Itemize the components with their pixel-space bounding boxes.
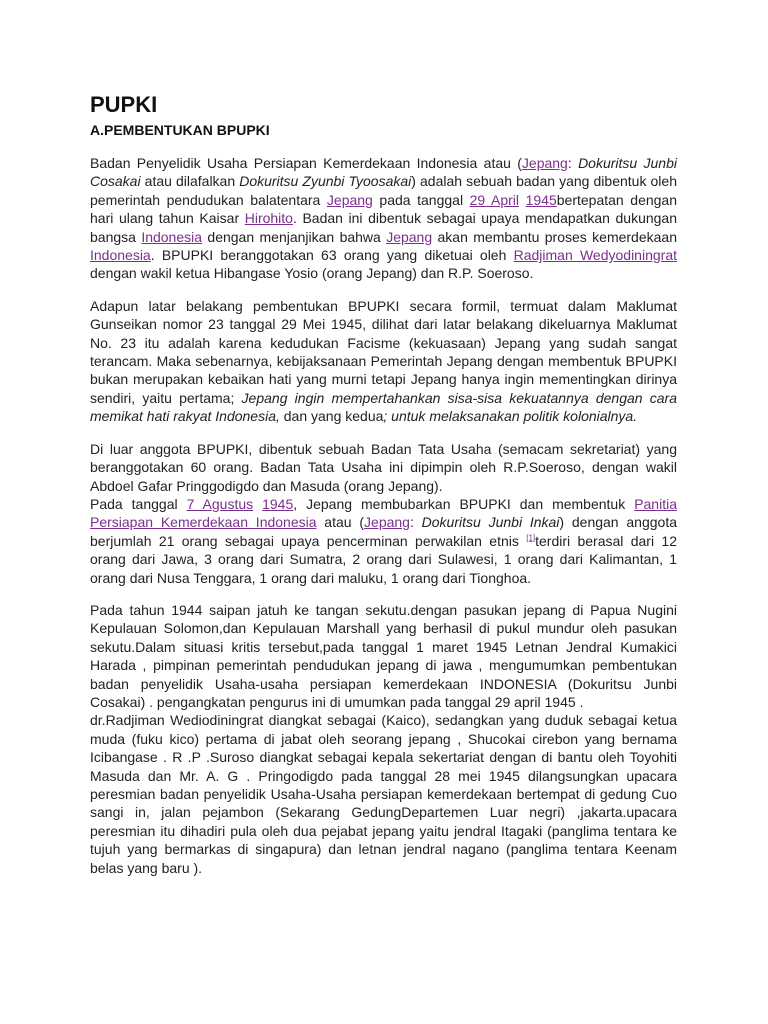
text: Adapun latar belakang pembentukan BPUPKI secara formil, termuat dalam Maklumat Gunseikan nomor 23 tanggal 29 Mei 1945, dilihat dari latar belakang dikeluarnya Maklumat No. 23 itu adalah karena kedudukan Facisme (kekuasaan) Jepang yang sudah sangat terancam. Maka sebenarnya, kebijaksanaan Pemerintah Jepang dengan membentuk BPUPKI bukan merupakan kebaikan hati yang murni tetapi Jepang hanya ingin mementingkan dirinya sendiri, yaitu pertama; — [90, 297, 677, 406]
text: . BPUPKI beranggotakan 63 orang yang diketuai oleh — [150, 247, 514, 264]
paragraph-latar-belakang — [90, 297, 677, 426]
text: Pada tanggal — [90, 495, 187, 512]
text: bertepatan dengan hari ulang tahun Kaisar — [90, 191, 678, 227]
link-1945[interactable]: 1945 — [525, 191, 557, 208]
reference-footnote — [526, 533, 535, 542]
link-radjiman-wedyodiningrat[interactable]: Radjiman Wedyodiningrat — [513, 247, 677, 264]
paragraph-ppki — [90, 495, 677, 587]
text: , Jepang membubarkan BPUPKI dan membentuk — [293, 495, 635, 512]
text: terdiri berasal dari 12 orang dari Jawa, 3 orang dari Sumatra, 2 orang dari Sulawesi, 1 orang dari Kalimantan, 1 orang dari Nusa Tenggara, 1 orang dari maluku, 1 orang dari Tionghoa. — [90, 532, 677, 586]
text: akan membantu proses kemerdekaan — [432, 228, 677, 245]
footnote-link[interactable]: [1] — [526, 533, 536, 543]
text: Badan Penyelidik Usaha Persiapan Kemerdekaan Indonesia atau ( — [90, 155, 522, 171]
italic-text: Dokuritsu Junbi Inkai — [421, 514, 560, 531]
italic-text: Jepang ingin mempertahankan sisa-sisa kekuatannya dengan cara memikat hati rakyat Indonesia, — [90, 389, 677, 425]
paragraph-saipan: Pada tahun 1944 saipan jatuh ke tangan sekutu.dengan pasukan jepang di Papua Nugini Kepulauan Solomon,dan Kepulauan Marshall yang berhasil di pukul mundur oleh pasukan sekutu.Dalam situasi kritis tersebut,pada tanggal 1 maret 1945 Letnan Jendral Kumakici Harada , pimpinan pemerintah pendudukan jepang di jawa , mengumumkan pembentukan badan penyelidik Usaha-usaha persiapan kemerdekaan INDONESIA (Dokuritsu Junbi Cosakai) . pengangkatan pengurus ini di umumkan pada tanggal 29 april 1945 . — [90, 601, 677, 710]
text — [519, 192, 526, 208]
text: : — [409, 514, 422, 531]
link-indonesia[interactable]: Indonesia — [141, 228, 203, 245]
text: . Badan ini dibentuk sebagai upaya mendapatkan dukungan bangsa — [90, 210, 677, 245]
link-1945[interactable]: 1945 — [262, 495, 294, 512]
italic-text: ; untuk melaksanakan politik kolonialnya. — [383, 408, 638, 425]
link-indonesia[interactable]: Indonesia — [90, 247, 151, 264]
italic-text: Dokuritsu Junbi Cosakai — [90, 155, 677, 190]
page-title: PUPKI — [90, 92, 158, 117]
text: dengan menjanjikan bahwa — [202, 228, 387, 245]
text: ) dengan anggota berjumlah 21 orang sebagai upaya pencerminan perwakilan etnis — [90, 514, 677, 549]
link-7-agustus[interactable]: 7 Agustus — [186, 495, 254, 512]
paragraph-badan-tata-usaha: Di luar anggota BPUPKI, dibentuk sebuah Badan Tata Usaha (semacam sekretariat) yang beranggotakan 60 orang. Badan Tata Usaha ini dipimpin oleh R.P.Soeroso, dengan wakil Abdoel Gafar Pringgodigdo dan Masuda (orang Jepang). — [90, 440, 677, 494]
link-hirohito[interactable]: Hirohito — [244, 210, 293, 227]
paragraph-bpupki-intro — [90, 154, 677, 283]
text: : — [567, 155, 579, 171]
section-heading: A.PEMBENTUKAN BPUPKI — [90, 122, 270, 138]
text: pada tanggal — [372, 191, 470, 208]
italic-text: Dokuritsu Zyunbi Tyoosakai — [239, 173, 412, 190]
document-page — [90, 90, 677, 891]
text — [253, 496, 262, 512]
text: dengan wakil ketua Hibangase Yosio (orang Jepang) dan R.P. Soeroso. — [90, 265, 534, 282]
paragraph-radjiman: dr.Radjiman Wediodiningrat diangkat sebagai (Kaico), sedangkan yang duduk sebagai ketua muda (fuku kico) pertama di jabat oleh seorang jepang , Shucokai cirebon yang bernama Icibangase . R .P .Suroso diangkat sebagai kepala sekertariat dengan di bantu oleh Toyohiti Masuda dan Mr. A. G . Pringodigdo pada tanggal 28 mei 1945 dilangsungkan upacara peresmian badan penyelidik Usaha-Usaha persiapan kemerdekaan bertempat di gedung Cuo sangi in, jalan pejambon (Sekarang GedungDepartemen Luar negri) ,jakarta.upacara peresmian itu dihadiri pula oleh dua pejabat jepang yaitu jendral Itagaki (panglima tentara ke tujuh yang bermarkas di singapura) dan letnan jendral nagano (panglima tentara Keenam belas yang baru ). — [90, 712, 677, 876]
link-29-april[interactable]: 29 April — [469, 191, 520, 208]
link-jepang[interactable]: Jepang — [364, 514, 410, 531]
link-jepang[interactable]: Jepang — [326, 191, 373, 208]
link-ppki[interactable]: Panitia Persiapan Kemerdekaan Indonesia — [90, 495, 677, 531]
text: dan yang kedua — [279, 408, 384, 425]
link-jepang[interactable]: Jepang — [386, 228, 433, 245]
text: ) adalah sebuah badan yang dibentuk oleh pemerintah pendudukan balatentara — [90, 173, 677, 208]
link-jepang[interactable]: Jepang — [521, 155, 568, 171]
text: atau dilafalkan — [140, 173, 240, 190]
text: atau ( — [316, 514, 365, 531]
